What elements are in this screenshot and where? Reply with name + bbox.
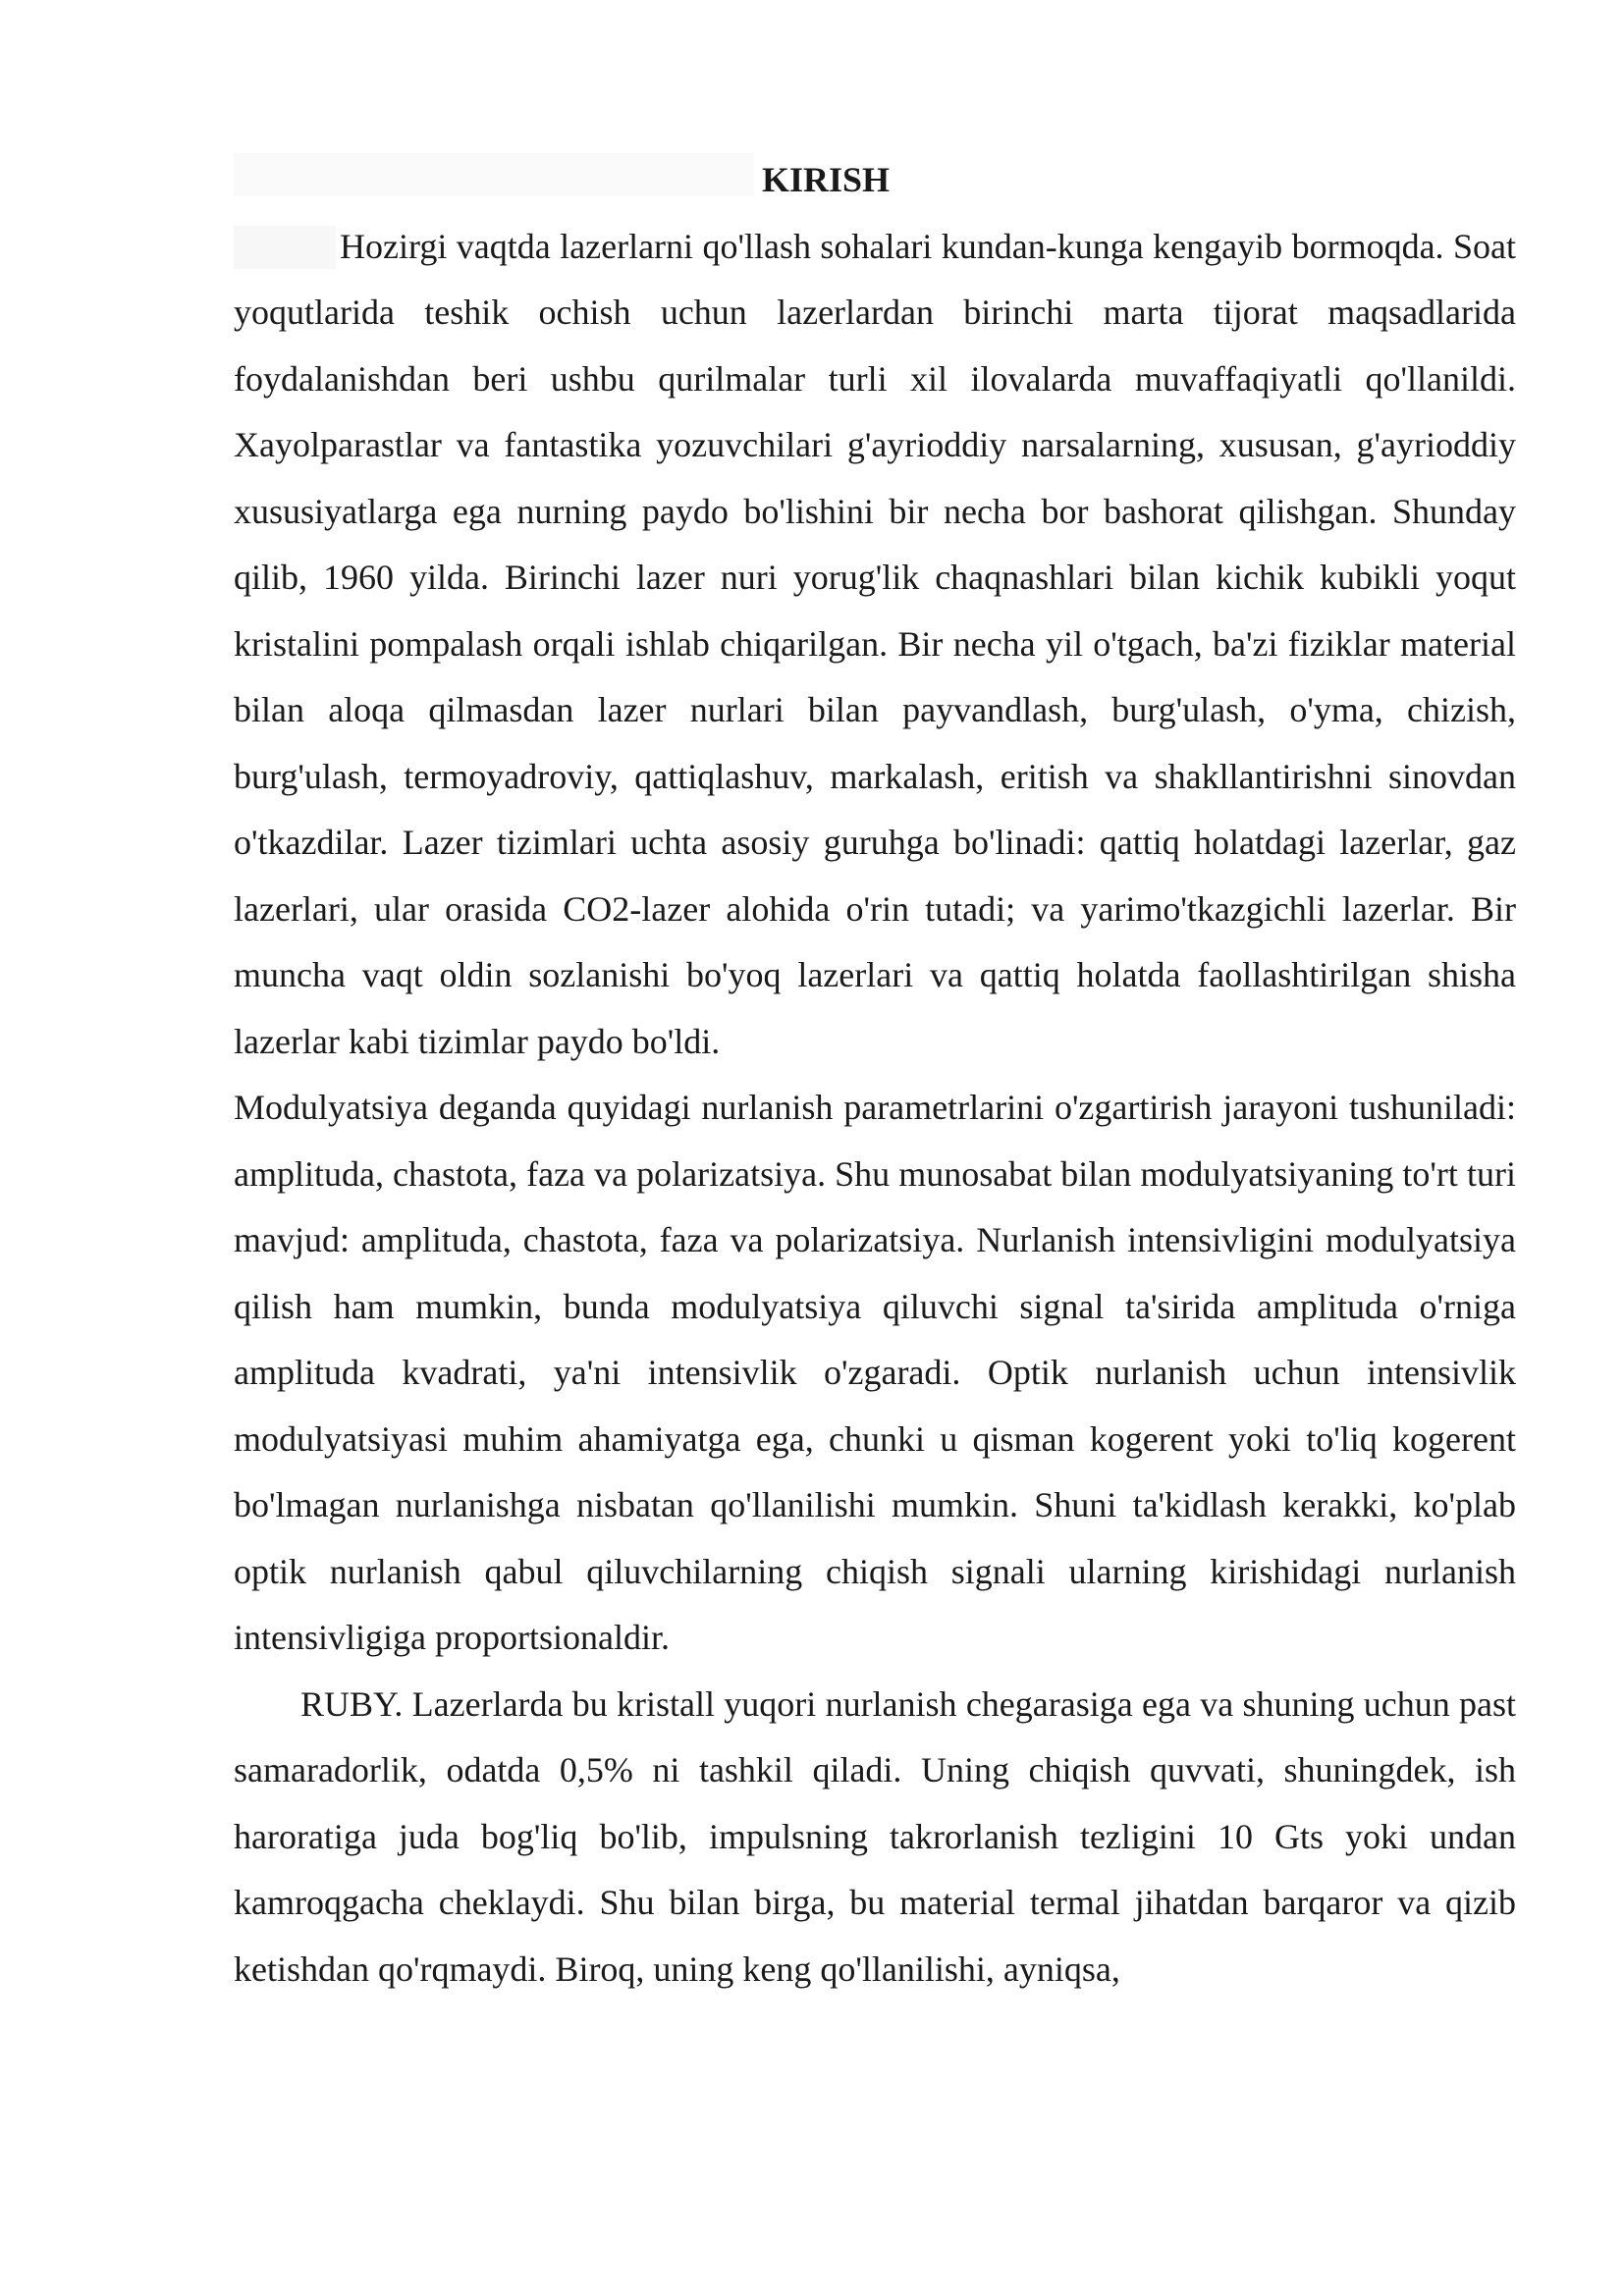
paragraph-ruby: RUBY. Lazerlarda bu kristall yuqori nurlanish chegarasiga ega va shuning uchun past samaradorlik, odatda 0,5% ni tashkil qiladi. Uning chiqish quvvati, shuningdek, ish haroratiga juda bog'liq bo'lib, impulsning takrorlanish tezligini 10 Gts yoki undan kamroqgacha cheklaydi. Shu bilan birga, bu material termal jihatdan barqaror va qizib ketishdan qo'rqmaydi. Biroq, uning keng qo'llanilishi, ayniqsa, [234, 1683, 1516, 1989]
document-title: KIRISH [761, 160, 891, 199]
paragraph-intro: Hozirgi vaqtda lazerlarni qo'llash sohalari kundan-kunga kengayib bormoqda. Soat yoqutlarida teshik ochish uchun lazerlardan birinchi marta tijorat maqsadlarida foydalanishdan beri ushbu qurilmalar turli xil ilovalarda muvaffaqiyatli qo'llanildi. Xayolparastlar va fantastika yozuvchilari g'ayrioddiy narsalarning, xususan, g'ayrioddiy xususiyatlarga ega nurning paydo bo'lishini bir necha bor bashorat qilishgan. Shunday qilib, 1960 yilda. Birinchi lazer nuri yorug'lik chaqnashlari bilan kichik kubikli yoqut kristalini pompalash orqali ishlab chiqarilgan. Bir necha yil o'tgach, ba'zi fiziklar material bilan aloqa qilmasdan lazer nurlari bilan payvandlash, burg'ulash, o'yma, chizish, burg'ulash, termoyadroviy, qattiqlashuv, markalash, eritish va shakllantirishni sinovdan o'tkazdilar. Lazer tizimlari uchta asosiy guruhga bo'linadi: qattiq holatdagi lazerlar, gaz lazerlari, ular orasida CO2-lazer alohida o'rin tutadi; va yarimo'tkazgichli lazerlar. Bir muncha vaqt oldin sozlanishi bo'yoq lazerlari va qattiq holatda faollashtirilgan shisha lazerlar kabi tizimlar paydo bo'ldi. [234, 226, 1516, 1061]
paragraph-modulation: Modulyatsiya deganda quyidagi nurlanish parametrlarini o'zgartirish jarayoni tushuniladi: amplituda, chastota, faza va polarizatsiya. Shu munosabat bilan modulyatsiyaning to'rt turi mavjud: amplituda, chastota, faza va polarizatsiya. Nurlanish intensivligini modulyatsiya qilish ham mumkin, bunda modulyatsiya qiluvchi signal ta'sirida amplituda o'rniga amplituda kvadrati, ya'ni intensivlik o'zgaradi. Optik nurlanish uchun intensivlik modulyatsiyasi muhim ahamiyatga ega, chunki u qisman kogerent yoki to'liq kogerent bo'lmagan nurlanishga nisbatan qo'llanilishi mumkin. Shuni ta'kidlash kerakki, ko'plab optik nurlanish qabul qiluvchilarning chiqish signali ularning kirishidagi nurlanish intensivligiga proportsionaldir. [234, 1088, 1516, 1657]
document-body [234, 147, 1516, 2002]
